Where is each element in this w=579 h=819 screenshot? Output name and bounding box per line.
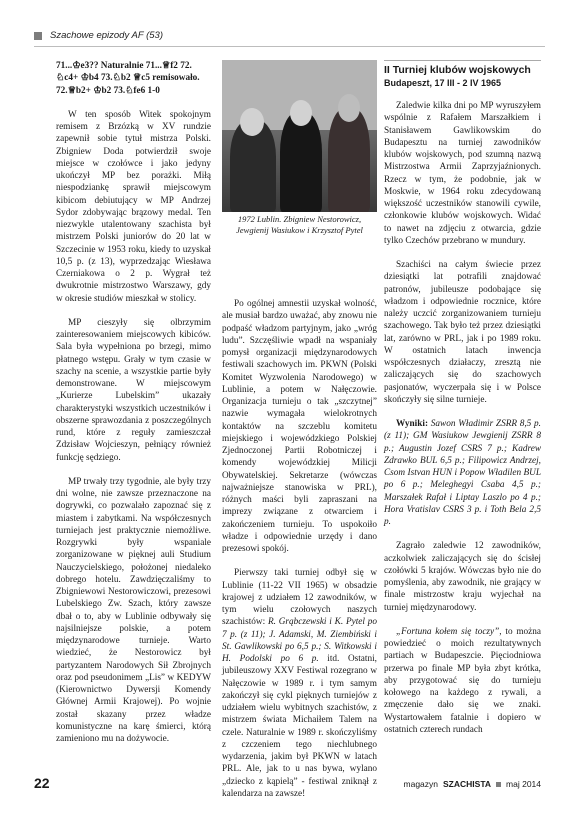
- footer-separator-icon: [496, 782, 501, 787]
- paragraph: Zagrało zaledwie 12 zawodników, aczkolwiek zaliczających się do ścisłej czołówki 5 krajów. Wówczas było nie do pomyślenia, aby zawodnik, nie grający w finale mistrzostw kraju wyjechał na turniej międzynarodowy.: [384, 541, 541, 613]
- section-divider: [384, 60, 541, 61]
- section-title: II Turniej klubów wojskowych: [384, 64, 531, 76]
- photo-person: [280, 112, 322, 212]
- chess-moves: [56, 60, 211, 97]
- moves-line-2: ♘c4+ ♔b4 73.♘b2 ♕c5 remisowało.: [56, 73, 200, 84]
- photo: [222, 60, 377, 212]
- paragraph: [222, 567, 377, 800]
- page-number: 22: [34, 775, 50, 791]
- paragraph: W ten sposób Witek spokojnym remisem z Brzózką w XV rundzie zapewnił sobie tytuł mistrza Polski. Zbigniew Doda potwierdził swoje miejsce w czołówce i jako jedyny ukończył MP bez porażki. Miłą niespodziankę sprawił miejscowym kibicom debiutujący w MP Andrzej Sydor zdobywając brązowy medal. Ten niezwykle utalentowany szachista był mistrzem Polski juniorów do 20 lat w Szczecinie w 1953 roku, kiedy to uzyskał 10,5 p. (z 13), wyprzedzając Wiesława Czerniakowa o 2 p. Wygrał też dwukrotnie mistrzostwo Warszawy, gdy w okresie studiów mieszkał w stolicy.: [56, 109, 211, 304]
- results-italic: R. Grąbczewski i K. Pytel po 7 p. (z 11); J. Adamski, M. Ziembiński i St. Gawlikowski po 6,5 p.; S. Witkowski i H. Podolski po 6 p.: [222, 617, 377, 664]
- header-divider: [34, 46, 545, 47]
- quote: „Fortuna kołem się toczy”: [396, 626, 500, 637]
- paragraph-text: , to można powiedzieć o moich rezultatywnych partiach w Budapeszcie. Pięciodniowa przerwa po finale MP była zbyt krótka, aby przygotować się do turnieju kołowego na każdego z rywali, a zmęczenie dało się we znaki. Wystartowałem fatalnie i dopiero w ostatnich czterech rundach: [384, 626, 541, 735]
- header-square-icon: [34, 32, 42, 40]
- photo-head: [338, 94, 360, 122]
- results-text: Sawon Władimir ZSRR 8,5 p. (z 11); GM Wasiukow Jewgienij ZSRR 8 p.; Augustin Jozef CSRS 7 p.; Kadrew Zdrawko BUL 6,5 p.; Filipowicz Andrzej, Csom Istvan HUN i Popow Władilen BUL po 6 p.; Meleghegyi Csaba 4,5 p.; Marszałek Rafał i Liptay Laszlo po 4 p.; Hora Vratislav CSRS 3 p. i Toth Bela 2,5 p.: [384, 419, 541, 527]
- paragraph: MP trwały trzy tygodnie, ale były trzy dni wolne, nie zawsze przeznaczone na dogrywki, co pozwalało zapoznać się z miastem i zabytkami. Na współczesnych turniejach jest praktycznie niemożliwe. Rozgrywki były wspaniale zorganizowane w pięknej auli Studium Nauczycielskiego, położonej niedaleko dobrego hotelu. Zawdzięczaliśmy to Zbigniewowi Nestorowiczowi, prezesowi Lubelskiego Zw. Szach, który zawsze dbał o to, aby w Lublinie odbywały się najsilniejsze polskie, a potem międzynarodowe turnieje. Warto wiedzieć, że Nestorowicz był partyzantem Narodowych Sił Zbrojnych oraz pod pseudonimem „Lis” w KEDYW (Kierownictwo Dywersji Komendy Głównej Armii Krajowej). Po wojnie został skazany przez władze komunistyczne na karę śmierci, którą zamieniono mu na dożywocie.: [56, 476, 211, 744]
- photo-head: [240, 108, 264, 136]
- column-left: [56, 60, 211, 745]
- footer-issue: maj 2014: [506, 779, 541, 789]
- paragraph: Szachiści na całym świecie przez dziesiątki lat potrafili znajdować patronów, jubileusze podobające się władzom i odpowiednie rocznice, które należy uczcić zorganizowaniem turnieju szachowego. Tak było też przez dziesiątki lat, zarówno w PRL, jak i po 1989 roku. W ostatnich latach inwencja współczesnych działaczy, zresztą nie zaliczających się do szachowych pasjonatów, wyczerpała się i w Polsce skończyły się silne turnieje.: [384, 260, 541, 405]
- results-label: Wyniki:: [396, 419, 429, 429]
- column-middle: [222, 298, 377, 800]
- photo-head: [290, 100, 312, 126]
- footer-magazine-name: SZACHISTA: [443, 779, 492, 789]
- footer-magazine-word: magazyn: [403, 779, 439, 789]
- moves-line-1: 71...♔e3?? Naturalnie 71...♕f2 72.: [56, 61, 192, 71]
- paragraph-text: Pierwszy taki turniej odbył się w Lublinie (11-22 VII 1965) w obsadzie krajowej z udziałem 12 zawodników, w tym wielu czołowych naszych szachistów:: [222, 568, 377, 628]
- photo-caption: 1972 Lublin. Zbigniew Nestorowicz, Jewgienij Wasiukow i Krzysztof Pytel: [236, 214, 363, 235]
- footer-magazine: [404, 779, 541, 789]
- paragraph: MP cieszyły się olbrzymim zainteresowaniem miejscowych kibiców. Sala była wypełniona po brzegi, mimo płatnego wstępu. Grały w tym czasie w szachy na scenie, a wszystkie partie były demonstrowane. W miejscowym „Kurierze Lubelskim” ukazały charakterystyki wszystkich uczestników i obszerne sprawozdania z poszczególnych rund, które z reguły zamieszczał Zdzisław Wojcieszyn, pełniący również funkcję sędziego.: [56, 317, 211, 463]
- paragraph: [384, 626, 541, 736]
- moves-line-3: 72.♕b2+ ♔b2 73.♘fe6 1-0: [56, 85, 160, 96]
- results: [384, 418, 541, 528]
- paragraph-text: itd. Ostatni, jubileuszowy XXV Festiwal rozegrano w Nałęczowie w 1989 r. i tym samym zakończył się cykl pięknych turniejów z udziałem wielu wybitnych szachistów, z mistrzem świata Michaiłem Talem na czele. Naturalnie w 1989 r. skończyliśmy z czczeniem tego niechlubnego wydarzenia, jakim był PKWN w latach PRL. Ale, jak to u nas bywa, wylano „dziecko z kąpielą” - festiwal zniknął z kalendarza na zawsze!: [222, 654, 377, 799]
- paragraph: Zaledwie kilka dni po MP wyruszyłem wspólnie z Rafałem Marszałkiem i Stanisławem Gawlikowskim do Budapesztu na turniej zawodników klubów wojskowych, pod szumną nazwą Mistrzostwa Armii Zaprzyjaźnionych. Rzecz w tym, że podobnie, jak w Moskwie, w 1964 roku zdecydowaną większość uczestników stanowili cywile, członkowie klubów wojskowych. Widać to nawet na zdjęciu z otwarcia, gdzie tylko Czechów przebrano w mundury.: [384, 101, 541, 246]
- page-header-title: Szachowe epizody AF (53): [50, 30, 164, 41]
- section-subtitle: Budapeszt, 17 III - 2 IV 1965: [384, 78, 502, 88]
- page-header: [34, 30, 163, 41]
- paragraph: Po ogólnej amnestii uzyskał wolność, ale musiał bardzo uważać, aby znowu nie podpaść władzom partyjnym, jako „wróg ludu”. Szczęśliwie wpadł na wspaniały pomysł organizacji międzynarodowych festiwali szachowych im. PKWN (Polski Komitet Wyzwolenia Narodowego) w Lublinie, a potem w Nałęczowie. Organizacja turnieju o tak „szczytnej” nazwie wymagała wielokrotnych kontaktów na szczeblu komitetu miejskiego i wojewódzkiego Polskiej Zjednoczonej Partii Robotniczej i komendy wojewódzkiej Milicji Obywatelskiej. Sekretarze (wówczas najważniejsze stanowiska w PRL), różnych maści byli zapraszani na imprezy związane z otwarciem i zakończeniem turnieju. To uspokoiło władze i odpowiednie urzędy i dano prezesowi spokój.: [222, 299, 377, 554]
- photo-person: [328, 108, 370, 212]
- column-right: [384, 100, 541, 736]
